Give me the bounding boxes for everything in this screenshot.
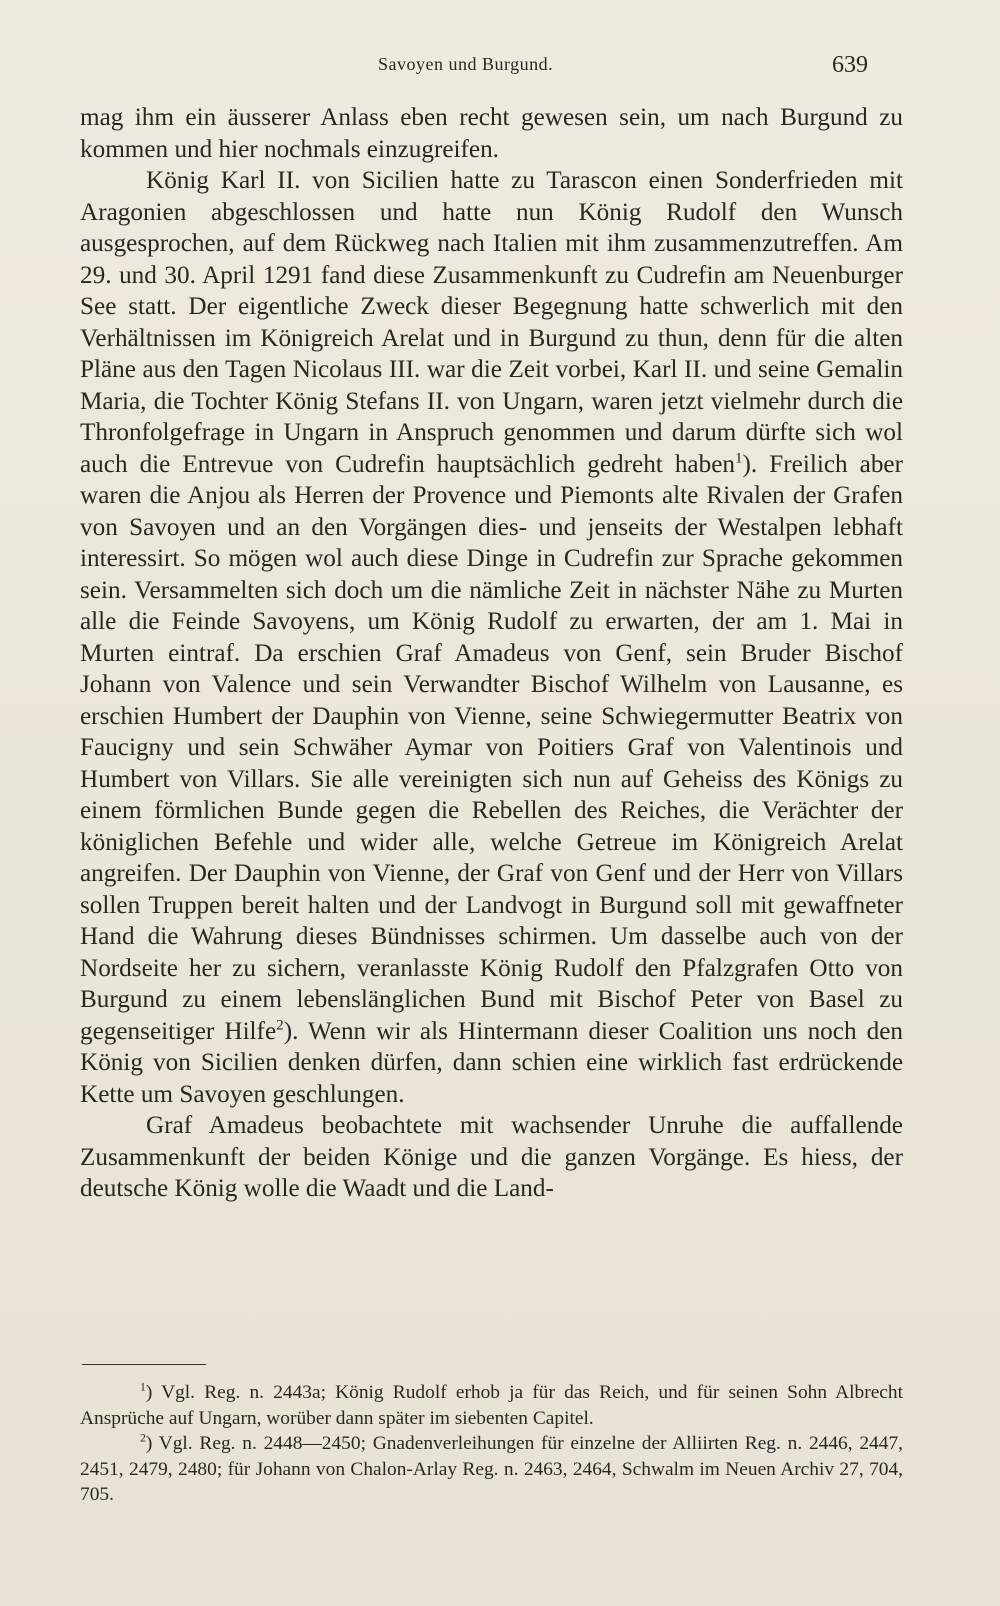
paragraph-text: ). Wenn wir als Hintermann dieser Coalition uns noch den König von Sicilien denken dürfen, dann schien eine wirklich fast erdrückende Kette um Savoyen geschlungen. bbox=[80, 1017, 904, 1108]
footnote bbox=[80, 1431, 903, 1508]
paragraph-text: König Karl II. von Sicilien hatte zu Tarascon einen Sonderfrieden mit Aragonien abgeschlossen und hatte nun König Rudolf den Wunsch ausgesprochen, auf dem Rückweg nach Italien mit ihm zusammenzutreffen. Am 29. und 30. April 1291 fand diese Zusammenkunft zu Cudrefin am Neuenburger See statt. Der eigentliche Zweck dieser Begegnung hatte schwerlich mit den Verhältnissen im Königreich Arelat und in Burgund zu thun, denn für die alten Pläne aus den Tagen Nicolaus III. war die Zeit vorbei, Karl II. und seine Gemalin Maria, die Tochter König Stefans II. von Ungarn, waren jetzt vielmehr durch die Thronfolgefrage in Ungarn in Anspruch genommen und darum dürfte sich wol auch die Entrevue von Cudrefin hauptsächlich gedreht haben bbox=[80, 167, 903, 478]
footnote-ref[interactable]: 1 bbox=[734, 450, 743, 467]
footnote-mark: 1 bbox=[140, 1380, 146, 1394]
paragraph-text: Graf Amadeus beobachtete mit wachsender Unruhe die auffallende Zusammenkunft der beiden Könige und die ganzen Vorgänge. Es hiess, der deutsche König wolle die Waadt und die Land- bbox=[80, 1112, 903, 1202]
footnote-text: ) Vgl. Reg. n. 2443a; König Rudolf erhob ja für das Reich, und für seinen Sohn Albrecht Ansprüche auf Ungarn, worüber dann später im siebenten Capitel. bbox=[80, 1382, 903, 1429]
main-text bbox=[80, 102, 903, 1205]
paragraph-text: mag ihm ein äusserer Anlass eben recht gewesen sein, um nach Burgund zu kommen und hier nochmals einzugreifen. bbox=[80, 104, 903, 163]
paragraph-continued bbox=[80, 102, 903, 165]
footnote-divider bbox=[82, 1364, 206, 1365]
footnote bbox=[80, 1380, 903, 1431]
running-head: Savoyen und Burgund. bbox=[378, 54, 554, 74]
footnote-ref[interactable]: 2 bbox=[276, 1017, 284, 1034]
footnotes bbox=[80, 1380, 903, 1508]
footnote-text: ) Vgl. Reg. n. 2448—2450; Gnadenverleihungen für einzelne der Alliirten Reg. n. 2446, 2447, 2451, 2479, 2480; für Johann von Chalon-Arlay Reg. n. 2463, 2464, Schwalm im Neuen Archiv 27, 704, 705. bbox=[80, 1433, 903, 1505]
paragraph-text: ). Freilich aber waren die Anjou als Herren der Provence und Piemonts alte Rivalen der Grafen von Savoyen und an den Vorgängen dies- und jenseits der Westalpen lebhaft interessirt. So mögen wol auch diese Dinge in Cudrefin zur Sprache gekommen sein. Versammelten sich doch um die nämliche Zeit in nächster Nähe zu Murten alle die Feinde Savoyens, um König Rudolf zu erwarten, der am 1. Mai in Murten eintraf. Da erschien Graf Amadeus von Genf, sein Bruder Bischof Johann von Valence und sein Verwandter Bischof Wilhelm von Lausanne, es erschien Humbert der Dauphin von Vienne, seine Schwiegermutter Beatrix von Faucigny und sein Schwäher Aymar von Poitiers Graf von Valentinois und Humbert von Villars. Sie alle vereinigten sich nun auf Geheiss des Königs zu einem förmlichen Bunde gegen die Rebellen des Reiches, die Verächter der königlichen Befehle und wider alle, welche Getreue im Königreich Arelat angreifen. Der Dauphin von Vienne, der Graf von Genf und der Herr von Villars sollen Truppen bereit halten und der Landvogt in Burgund soll mit gewaffneter Hand die Wahrung dieses Bündnisses schirmen. Um dasselbe auch von der Nordseite her zu sichern, veranlasste König Rudolf den Pfalzgrafen Otto von Burgund zu einem lebenslänglichen Bund mit Bischof Peter von Basel zu gegenseitiger Hilfe bbox=[80, 450, 903, 1045]
page-number: 639 bbox=[832, 52, 868, 78]
paragraph bbox=[80, 165, 903, 1110]
footnote-mark: 2 bbox=[140, 1431, 146, 1445]
page-header bbox=[0, 52, 1000, 88]
paragraph bbox=[80, 1110, 903, 1205]
